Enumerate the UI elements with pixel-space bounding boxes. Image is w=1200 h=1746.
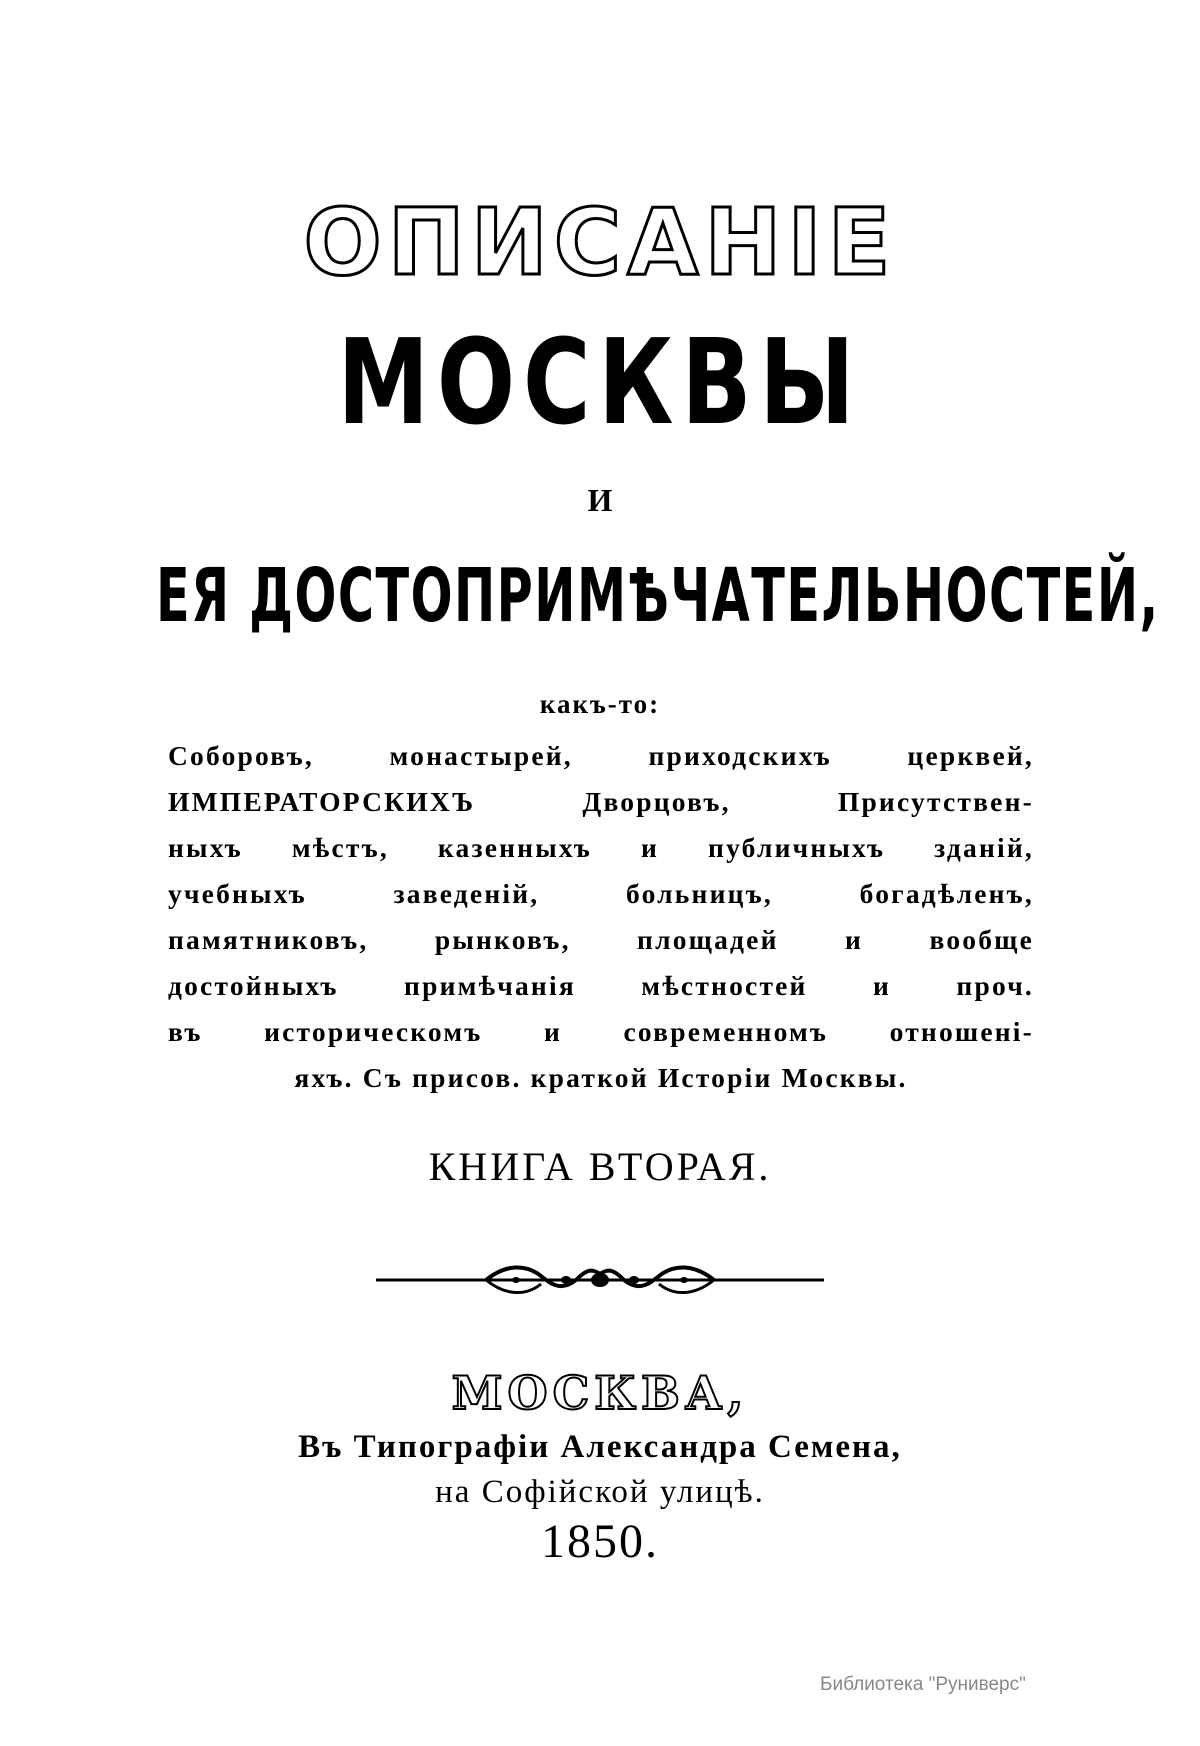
imprint-year: 1850.	[541, 1515, 659, 1568]
title-conjunction: И	[587, 482, 613, 518]
contents-line: учебныхъ заведеній, больницъ, богадѣленъ,	[168, 878, 1034, 909]
imprint-city: МОСКВА,	[451, 1366, 749, 1420]
contents-line: ныхъ мѣстъ, казенныхъ и публичныхъ зданій,	[168, 832, 1034, 863]
imprint-printer: Въ Типографіи Александра Семена,	[298, 1429, 902, 1465]
title-line-moscow: МОСКВЫ	[337, 313, 863, 451]
contents-line: достойныхъ примѣчанія мѣстностей и проч.	[168, 970, 1034, 1001]
intro-text: какъ-то:	[539, 689, 661, 719]
library-watermark: Библиотека "Руниверс"	[820, 1674, 1026, 1695]
imprint-street: на Софійской улицѣ.	[435, 1474, 765, 1510]
contents-line: ИМПЕРАТОРСКИХЪ Дворцовъ, Присутствен-	[168, 786, 1034, 817]
contents-line: памятниковъ, рынковъ, площадей и вообще	[168, 924, 1034, 955]
title-line-sights: ЕЯ ДОСТОПРИМѢЧАТЕЛЬНОСТЕЙ,	[156, 553, 1160, 639]
contents-line: въ историческомъ и современномъ отношені-	[168, 1016, 1034, 1047]
contents-line: яхъ. Съ присов. краткой Исторіи Москвы.	[294, 1062, 908, 1093]
contents-paragraph	[168, 733, 1034, 1101]
contents-line: Соборовъ, монастырей, приходскихъ церквей,	[168, 740, 1034, 771]
volume-label: КНИГА ВТОРАЯ.	[428, 1144, 772, 1189]
title-line-description: ОПИСАНІЕ	[303, 189, 897, 296]
ornament-divider	[376, 1262, 824, 1298]
